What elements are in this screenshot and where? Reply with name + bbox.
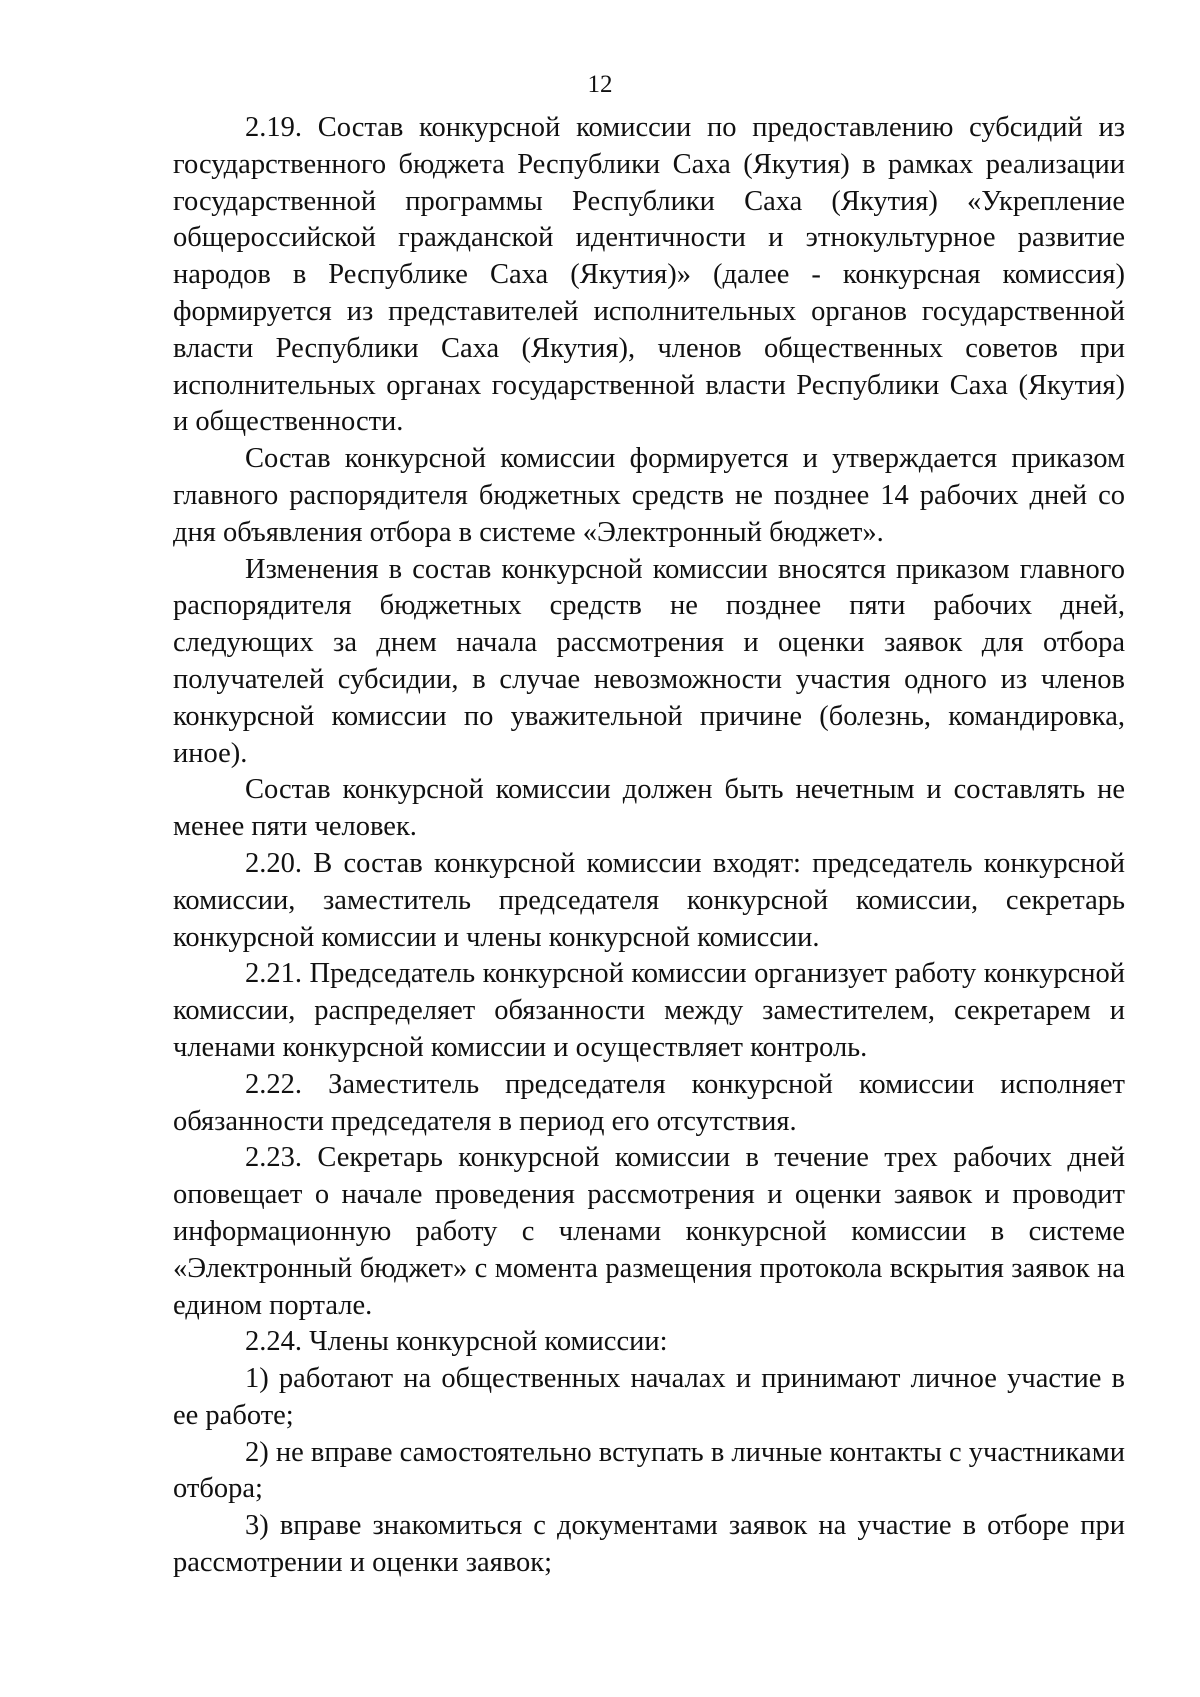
paragraph-2-19: 2.19. Состав конкурсной комиссии по предоставлению субсидий из государственного бюджета Республики Саха (Якутия) в рамках реализации государственной программы Республики Саха (Якутия) «Укрепление общероссийской гражданской идентичности и этнокультурное развитие народов в Республике Саха (Якутия)» (далее - конкурсная комиссия) формируется из представителей исполнительных органов государственной власти Республики Саха (Якутия), членов общественных советов при исполнительных органах государственной власти Республики Саха (Якутия) и общественности.: [173, 112, 1125, 438]
list-item-1: 1) работают на общественных началах и принимают личное участие в ее работе;: [173, 1363, 1125, 1431]
paragraph-commission-changes: Изменения в состав конкурсной комиссии вносятся приказом главного распорядителя бюджетных средств не позднее пяти рабочих дней, следующих за днем начала рассмотрения и оценки заявок для отбора получателей субсидии, в случае невозможности участия одного из членов конкурсной комиссии по уважительной причине (болезнь, командировка, иное).: [173, 553, 1125, 769]
paragraph-commission-size: Состав конкурсной комиссии должен быть нечетным и составлять не менее пяти человек.: [173, 774, 1125, 843]
paragraph-2-24: 2.24. Члены конкурсной комиссии:: [245, 1326, 668, 1358]
paragraph-2-20: 2.20. В состав конкурсной комиссии входят: председатель конкурсной комиссии, заместитель председателя конкурсной комиссии, секретарь конкурсной комиссии и члены конкурсной комиссии.: [173, 847, 1125, 953]
paragraph-2-22: 2.22. Заместитель председателя конкурсной комиссии исполняет обязанности председателя в период его отсутствия.: [173, 1068, 1125, 1137]
list-item-3: 3) вправе знакомиться с документами заявок на участие в отборе при рассмотрении и оценки заявок;: [173, 1510, 1125, 1579]
paragraph-commission-composition: Состав конкурсной комиссии формируется и утверждается приказом главного распорядителя бюджетных средств не позднее 14 рабочих дней со дня объявления отбора в системе «Электронный бюджет».: [173, 443, 1125, 548]
paragraph-2-23: 2.23. Секретарь конкурсной комиссии в течение трех рабочих дней оповещает о начале проведения рассмотрения и оценки заявок и проводит информационную работу с членами конкурсной комиссии в системе «Электронный бюджет» с момента размещения протокола вскрытия заявок на едином портале.: [173, 1142, 1125, 1321]
document-body: [173, 110, 1125, 1582]
page-number: 12: [587, 71, 613, 98]
list-item-2: 2) не вправе самостоятельно вступать в личные контакты с участниками отбора;: [173, 1436, 1125, 1505]
paragraph-2-21: 2.21. Председатель конкурсной комиссии организует работу конкурсной комиссии, распределяет обязанности между заместителем, секретарем и членами конкурсной комиссии и осуществляет контроль.: [173, 958, 1125, 1063]
